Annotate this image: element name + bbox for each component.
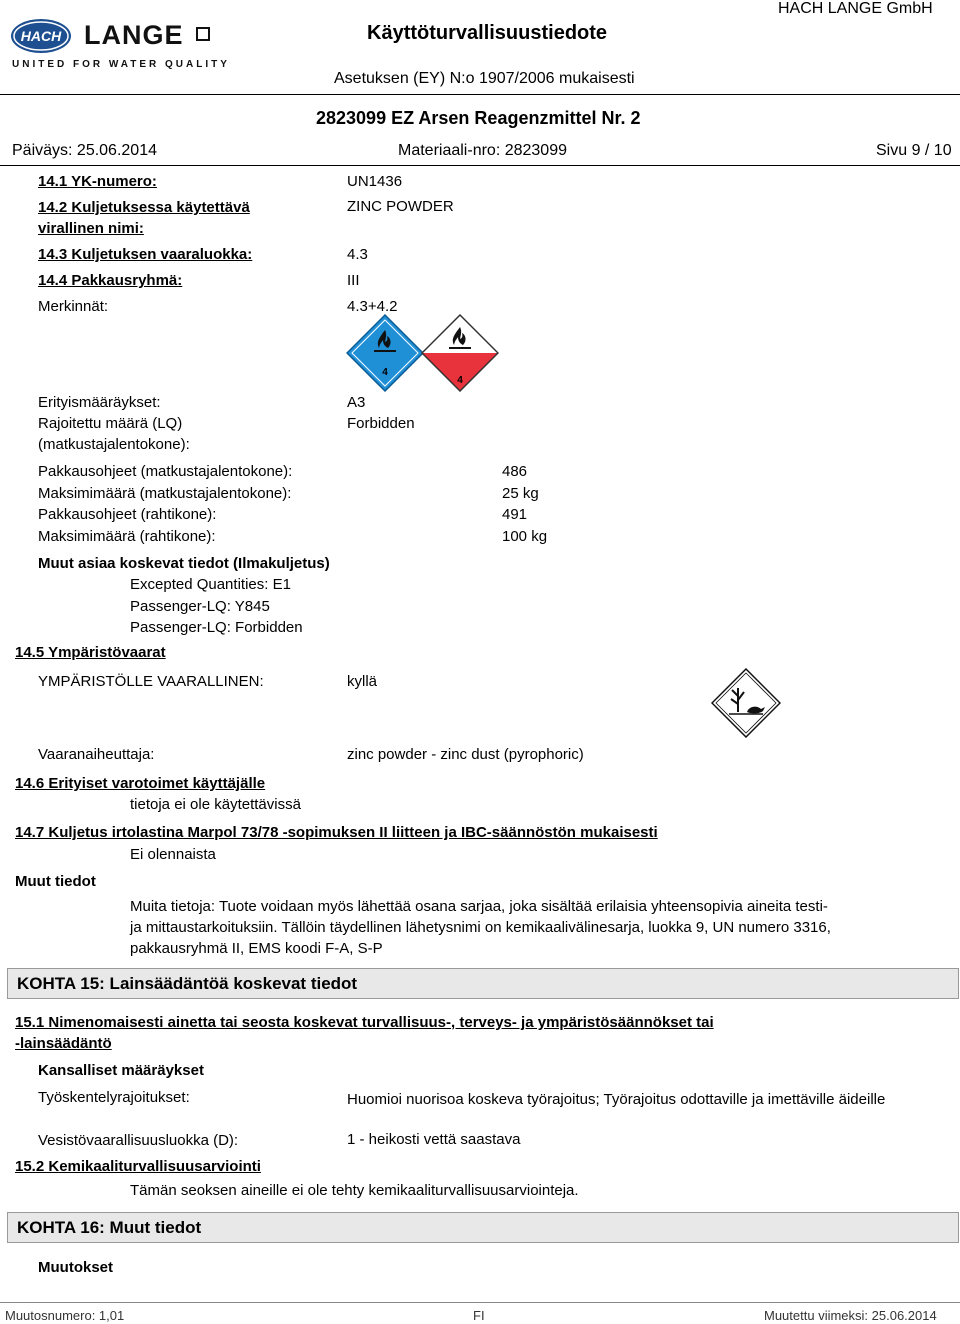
hazard-causer-label: Vaaranaiheuttaja: [38,746,155,763]
last-modified: Muutettu viimeksi: 25.06.2014 [764,1308,937,1323]
limited-quantity-label-1: Rajoitettu määrä (LQ) [38,415,183,432]
un-number-value: UN1436 [347,173,403,190]
limited-quantity-value: Forbidden [347,415,415,432]
shipping-name-label-2: virallinen nimi: [38,220,144,237]
other-info-heading: Muut tiedot [15,873,96,890]
section-16-bar [7,1212,959,1243]
language-code: FI [473,1308,485,1323]
env-hazard-value: kyllä [347,673,378,690]
hazard-class-label: 14.3 Kuljetuksen vaaraluokka: [38,246,253,263]
hach-logo [10,18,72,54]
spontaneously-combustible-pictogram [421,314,499,392]
max-cargo-value: 100 kg [502,528,548,545]
section-16-title: KOHTA 16: Muut tiedot [17,1218,202,1237]
environment-pictogram [711,668,781,738]
marks-label: Merkinnät: [38,298,109,315]
bulk-transport-heading: 14.7 Kuljetus irtolastina Marpol 73/78 -sopimuksen II liitteen ja IBC-säännöstön mukaisesti [15,824,658,841]
air-other-heading: Muut asiaa koskevat tiedot (Ilmakuljetus) [38,555,330,572]
pi-passenger-value: 486 [502,463,528,480]
env-hazard-label: YMPÄRISTÖLLE VAARALLINEN: [38,673,264,690]
pictogram-2-number: 4 [457,375,463,386]
brand-hach: HACH [20,28,62,44]
section-15-bar [7,968,959,999]
header-rule-bottom [0,165,960,166]
brand-lange: LANGE [84,20,184,50]
un-number-label: 14.1 YK-numero: [38,173,157,190]
shipping-name-value: ZINC POWDER [347,198,454,215]
hazard-class-value: 4.3 [347,246,368,263]
changes-heading: Muutokset [38,1259,113,1276]
user-precautions-text: tietoja ei ole käytettävissä [130,796,301,813]
environmental-hazards-heading: 14.5 Ympäristövaarat [15,644,166,661]
special-provisions-label: Erityismääräykset: [38,394,161,411]
dangerous-when-wet-pictogram [346,314,424,392]
pi-cargo-label: Pakkausohjeet (rahtikone): [38,506,217,523]
national-regulations-heading: Kansalliset määräykset [38,1062,204,1079]
pi-cargo-value: 491 [502,506,528,523]
other-info-text: Muita tietoja: Tuote voidaan myös lähettää osana sarjaa, joka sisältää erilaisia yhteensopivia aineita testi- ja mittaustarkoituksiin. Tällöin täydellinen lähetysnimi on kemikaalivälinesarja, luokka 9, UN numero 3316, pakkausryhmä II, EMS koodi F-A, S-P [130,898,831,957]
tagline: UNITED FOR WATER QUALITY [12,59,230,70]
work-restrictions-value: Huomioi nuorisoa koskeva työrajoitus; Työrajoitus odottaville ja imettäville äideille [347,1091,886,1108]
max-passenger-label: Maksimimäärä (matkustajalentokone): [38,485,292,502]
hazard-causer-value: zinc powder - zinc dust (pyrophoric) [347,746,584,763]
water-hazard-class-value: 1 - heikosti vettä saastava [347,1131,521,1148]
marks-value: 4.3+4.2 [347,298,398,315]
limited-quantity-label-2: (matkustajalentokone): [38,436,190,453]
air-other-line: Excepted Quantities: E1 [130,576,291,593]
pi-passenger-label: Pakkausohjeet (matkustajalentokone): [38,463,293,480]
special-provisions-value: A3 [347,394,366,411]
company-name: HACH LANGE GmbH [778,0,933,17]
material-number: Materiaali-nro: 2823099 [398,142,567,159]
max-cargo-label: Maksimimäärä (rahtikone): [38,528,216,545]
packing-group-label: 14.4 Pakkausryhmä: [38,272,183,289]
user-precautions-heading: 14.6 Erityiset varotoimet käyttäjälle [15,775,266,792]
page-number: Sivu 9 / 10 [876,142,952,159]
work-restrictions-label: Työskentelyrajoitukset: [38,1089,190,1106]
pictogram-1-number: 4 [382,367,388,378]
bulk-transport-text: Ei olennaista [130,846,216,863]
revision-number: Muutosnumero: 1,01 [5,1308,125,1323]
section-15-1-heading-line-1: 15.1 Nimenomaisesti ainetta tai seosta koskevat turvallisuus-, terveys- ja ympäristösäännökset tai [15,1014,714,1031]
footer-rule [0,1302,960,1303]
max-passenger-value: 25 kg [502,485,539,502]
air-other-line: Passenger-LQ: Forbidden [130,619,303,636]
section-15-title: KOHTA 15: Lainsäädäntöä koskevat tiedot [17,974,358,993]
air-other-line: Passenger-LQ: Y845 [130,598,270,615]
doc-title: Käyttöturvallisuustiedote [367,22,608,44]
issue-date: Päiväys: 25.06.2014 [12,142,157,159]
product-title: 2823099 EZ Arsen Reagenzmittel Nr. 2 [316,108,641,128]
shipping-name-label-1: 14.2 Kuljetuksessa käytettävä [38,199,250,216]
packing-group-value: III [347,272,360,289]
regulation: Asetuksen (EY) N:o 1907/2006 mukaisesti [334,70,635,87]
lange-mark [196,27,210,41]
header-rule-top [0,94,960,95]
section-15-1-heading-line-2: -lainsäädäntö [15,1035,112,1052]
section-15-2-text: Tämän seoksen aineille ei ole tehty kemikaaliturvallisuusarviointeja. [130,1182,579,1199]
section-15-2-heading: 15.2 Kemikaaliturvallisuusarviointi [15,1158,261,1175]
water-hazard-class-label: Vesistövaarallisuusluokka (D): [38,1132,239,1149]
